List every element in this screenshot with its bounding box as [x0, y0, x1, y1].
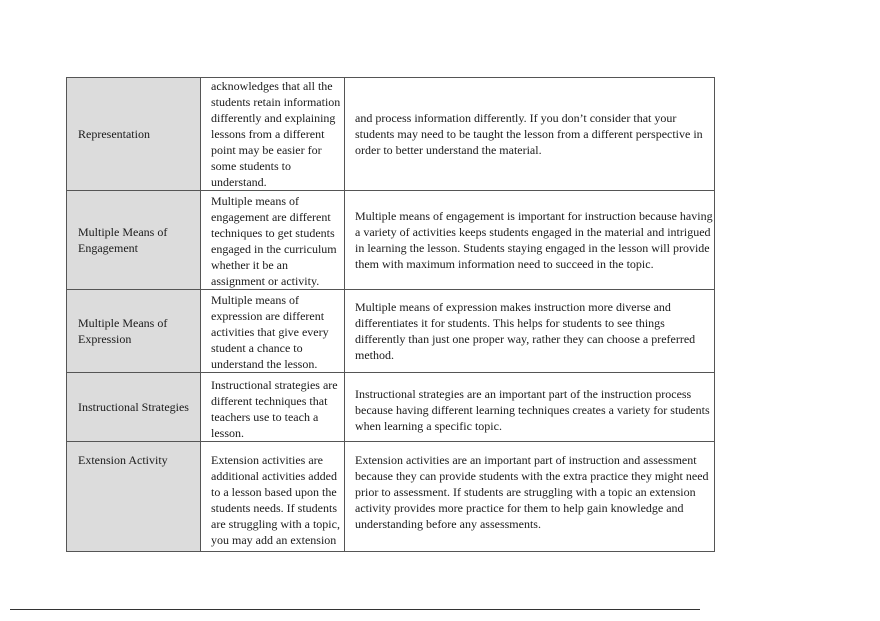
importance-cell	[345, 373, 715, 442]
table-row	[67, 373, 715, 442]
definition-text: Extension activities are additional activities added to a lesson based upon the students needs. If students are struggling with a topic, you may add an extension	[211, 453, 340, 547]
definition-cell	[201, 373, 345, 442]
definition-cell	[201, 442, 345, 552]
term-cell	[67, 442, 201, 552]
importance-text: Instructional strategies are an important part of the instruction process because having different learning techniques creates a variety for students when learning a specific topic.	[355, 387, 710, 433]
table-row	[67, 290, 715, 373]
definition-text: Multiple means of expression are different activities that give every student a chance to understand the lesson.	[211, 293, 329, 371]
term-text: Instructional Strategies	[78, 400, 189, 414]
definition-cell	[201, 290, 345, 373]
definition-text: Instructional strategies are different techniques that teachers use to teach a lesson.	[211, 378, 338, 440]
definition-text: acknowledges that all the students retain information differently and explaining lessons from a different point may be easier for some students to understand.	[211, 79, 341, 189]
importance-text: Multiple means of engagement is important for instruction because having a variety of activities keeps students engaged in the material and intrigued in learning the lesson. Students staying engaged in the lesson will provide them with maximum information need to succeed in the topic.	[355, 209, 713, 271]
importance-text: Extension activities are an important part of instruction and assessment because they can provide students with the extra practice they might need prior to assessment. If students are struggling with a topic an extension activity provides more practice for them to help gain knowledge and understanding before any assessments.	[355, 453, 709, 531]
definition-cell	[201, 191, 345, 290]
term-text: Extension Activity	[78, 453, 168, 467]
table-row	[67, 442, 715, 552]
definition-cell	[201, 78, 345, 191]
term-text: Representation	[78, 127, 150, 141]
term-cell	[67, 373, 201, 442]
term-cell	[67, 191, 201, 290]
table-row	[67, 191, 715, 290]
importance-text: Multiple means of expression makes instruction more diverse and differentiates it for students. This helps for students to see things differently than just one proper way, rather they can choose a preferred method.	[355, 300, 696, 362]
importance-cell	[345, 78, 715, 191]
footer-divider	[10, 609, 700, 610]
importance-cell	[345, 290, 715, 373]
table-row	[67, 78, 715, 191]
definition-text: Multiple means of engagement are different techniques to get students engaged in the curriculum whether it be an assignment or activity.	[211, 194, 337, 288]
importance-cell	[345, 191, 715, 290]
udl-terms-table	[66, 77, 715, 552]
term-cell	[67, 290, 201, 373]
term-cell	[67, 78, 201, 191]
term-text: Multiple Means of Engagement	[78, 225, 168, 255]
importance-text: and process information differently. If you don’t consider that your students may need to be taught the lesson from a different perspective in order to better understand the material.	[355, 111, 703, 157]
term-text: Multiple Means of Expression	[78, 316, 168, 346]
importance-cell	[345, 442, 715, 552]
